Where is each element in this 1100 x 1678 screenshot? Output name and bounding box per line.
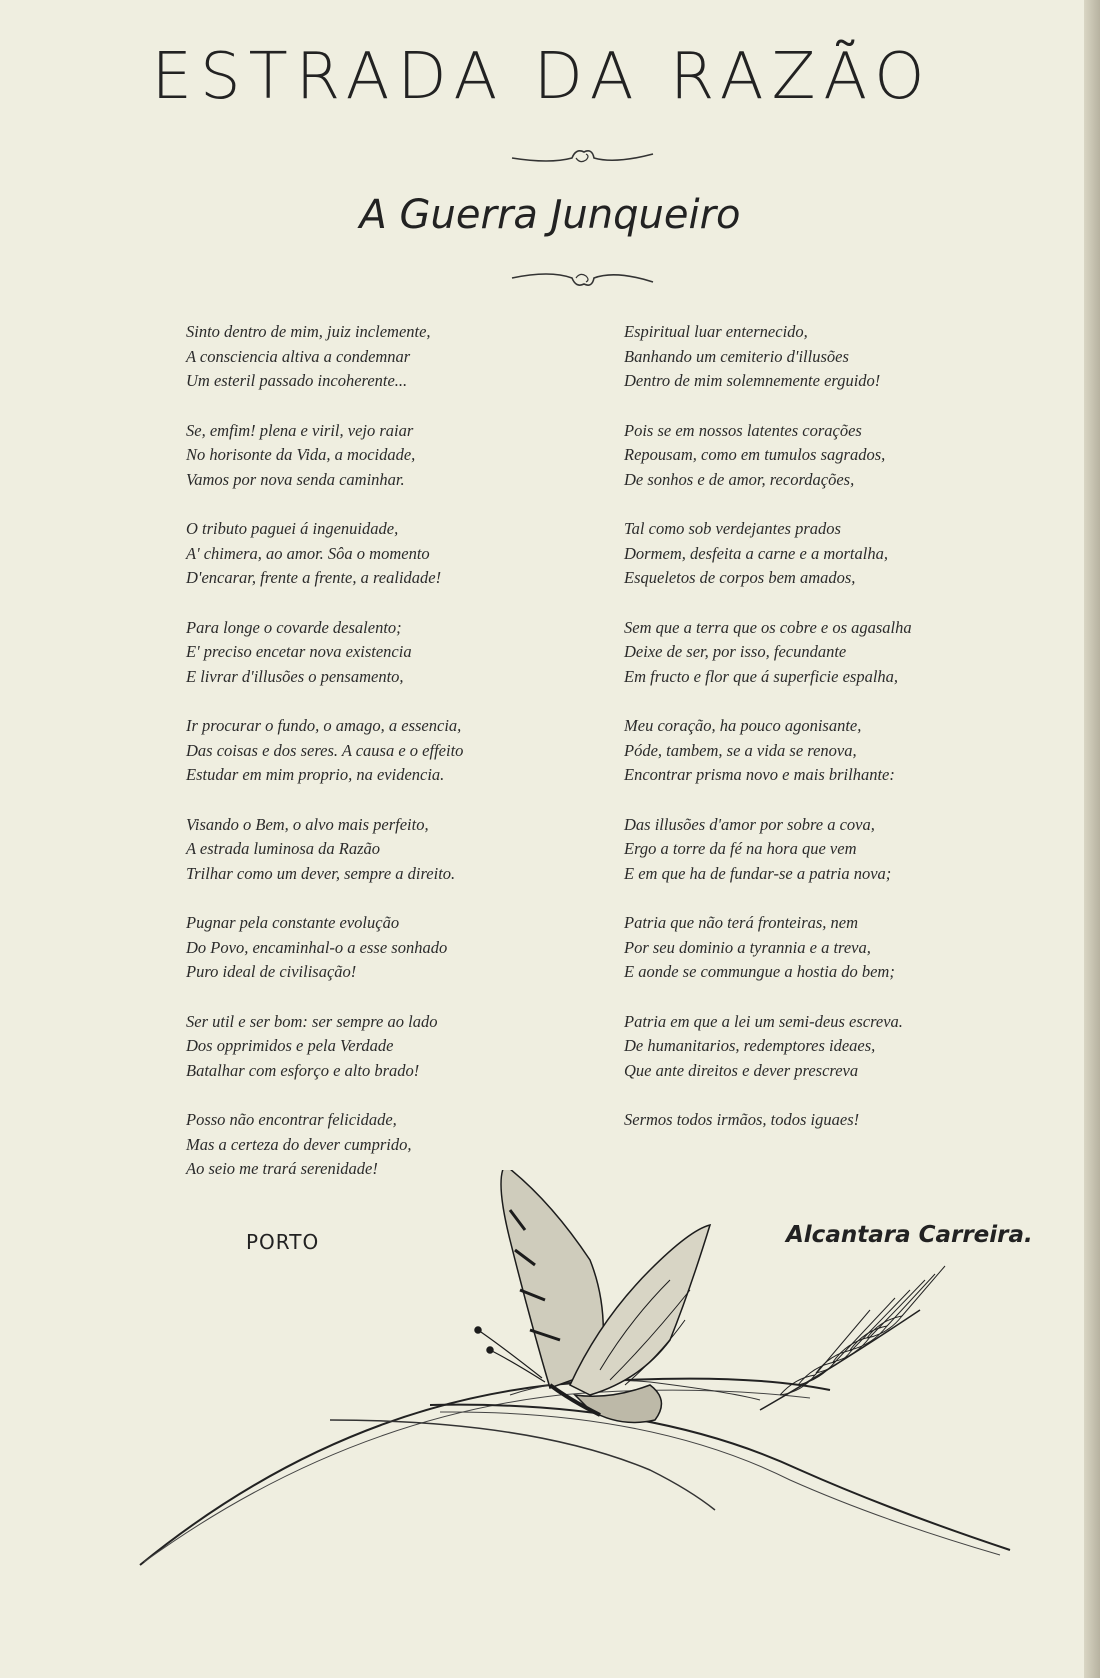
verse-line: Ir procurar o fundo, o amago, a essencia, — [186, 716, 462, 735]
verse-line: Esqueletos de corpos bem amados, — [624, 568, 856, 587]
poem-left-column — [186, 320, 556, 1207]
verse-line: Patria em que a lei um semi-deus escreva. — [624, 1011, 903, 1031]
verse-line: E aonde se commungue a hostia do bem; — [624, 962, 895, 981]
verse-line: Batalhar com esforço e alto brado! — [186, 1060, 420, 1080]
stanza — [624, 1108, 1004, 1133]
verse-line: Dos opprimidos e pela Verdade — [186, 1036, 394, 1055]
verse-line: Das coisas e dos seres. A causa e o effeito — [186, 740, 464, 760]
place-label: PORTO — [246, 1230, 320, 1254]
verse-line: Deixe de ser, por isso, fecundante — [624, 642, 847, 661]
verse-line: Que ante direitos e dever prescreva — [624, 1060, 859, 1080]
verse-line: Ao seio me trará serenidade! — [186, 1159, 378, 1178]
verse-line: Patria que não terá fronteiras, nem — [624, 913, 859, 932]
stanza — [186, 813, 556, 887]
verse-line: Vamos por nova senda caminhar. — [186, 469, 405, 489]
verse-line: No horisonte da Vida, a mocidade, — [186, 445, 416, 464]
verse-line: A' chimera, ao amor. Sôa o momento — [186, 543, 430, 563]
verse-line: Das illusões d'amor por sobre a cova, — [624, 814, 875, 834]
verse-line: Espiritual luar enternecido, — [624, 322, 808, 341]
verse-line: Para longe o covarde desalento; — [186, 617, 402, 637]
verse-line: Um esteril passado incoherente... — [186, 371, 408, 390]
verse-line: Ergo a torre da fé na hora que vem — [624, 839, 857, 858]
verse-line: E em que ha de fundar-se a patria nova; — [624, 863, 892, 883]
verse-line: A consciencia altiva a condemnar — [186, 346, 411, 366]
page-edge — [1084, 0, 1100, 1678]
verse-line: Dormem, desfeita a carne e a mortalha, — [624, 543, 888, 563]
stanza — [624, 517, 1004, 591]
verse-line: Visando o Bem, o alvo mais perfeito, — [186, 814, 429, 834]
verse-line: Banhando um cemiterio d'illusões — [624, 346, 849, 366]
verse-line: Repousam, como em tumulos sagrados, — [624, 445, 886, 464]
verse-line: Do Povo, encaminhal-o a esse sonhado — [186, 937, 448, 957]
verse-line: Ser util e ser bom: ser sempre ao lado — [186, 1011, 438, 1031]
butterfly-on-wheat-icon — [130, 1170, 1030, 1580]
stanza — [186, 911, 556, 985]
verse-line: Posso não encontrar felicidade, — [186, 1110, 397, 1129]
stanza — [186, 320, 556, 394]
verse-line: Sermos todos irmãos, todos iguaes! — [624, 1110, 860, 1129]
verse-line: De humanitarios, redemptores ideaes, — [624, 1036, 876, 1055]
stanza — [624, 813, 1004, 887]
bottom-ornament-icon — [510, 268, 655, 290]
stanza — [186, 1010, 556, 1084]
stanza — [186, 517, 556, 591]
poem-right-column — [624, 320, 1004, 1158]
stanza — [624, 911, 1004, 985]
stanza — [624, 320, 1004, 394]
verse-line: Meu coração, ha pouco agonisante, — [624, 716, 862, 735]
verse-line: Por seu dominio a tyrannia e a treva, — [624, 937, 871, 957]
verse-line: Encontrar prisma novo e mais brilhante: — [624, 765, 895, 784]
verse-line: Dentro de mim solemnemente erguido! — [624, 371, 881, 390]
verse-line: Em fructo e flor que á superficie espalha, — [624, 666, 899, 686]
verse-line: De sonhos e de amor, recordações, — [624, 469, 855, 489]
dedication: A Guerra Junqueiro — [359, 192, 741, 238]
verse-line: Sem que a terra que os cobre e os agasalha — [624, 617, 912, 637]
verse-line: Pugnar pela constante evolução — [186, 913, 400, 932]
stanza — [624, 419, 1004, 493]
stanza — [186, 616, 556, 690]
verse-line: Sinto dentro de mim, juiz inclemente, — [186, 322, 431, 341]
author-signature: Alcantara Carreira. — [786, 1222, 1033, 1248]
verse-line: O tributo paguei á ingenuidade, — [186, 519, 399, 538]
verse-line: Se, emfim! plena e viril, vejo raiar — [186, 420, 414, 440]
verse-line: Tal como sob verdejantes prados — [624, 519, 841, 538]
stanza — [186, 419, 556, 493]
stanza — [624, 1010, 1004, 1084]
verse-line: A estrada luminosa da Razão — [186, 839, 381, 858]
verse-line: D'encarar, frente a frente, a realidade! — [186, 568, 442, 587]
poem-title: ESTRADA DA RAZÃO — [151, 40, 933, 114]
stanza — [186, 714, 556, 788]
verse-line: Mas a certeza do dever cumprido, — [186, 1134, 412, 1154]
stanza — [624, 714, 1004, 788]
verse-line: Pois se em nossos latentes corações — [624, 420, 862, 440]
top-ornament-icon — [510, 146, 655, 168]
verse-line: Trilhar como um dever, sempre a direito. — [186, 863, 456, 883]
stanza — [624, 616, 1004, 690]
verse-line: Puro ideal de civilisação! — [186, 962, 357, 981]
verse-line: Estudar em mim proprio, na evidencia. — [186, 765, 445, 784]
verse-line: Póde, tambem, se a vida se renova, — [624, 740, 857, 760]
verse-line: E' preciso encetar nova existencia — [186, 642, 412, 661]
verse-line: E livrar d'illusões o pensamento, — [186, 666, 404, 686]
